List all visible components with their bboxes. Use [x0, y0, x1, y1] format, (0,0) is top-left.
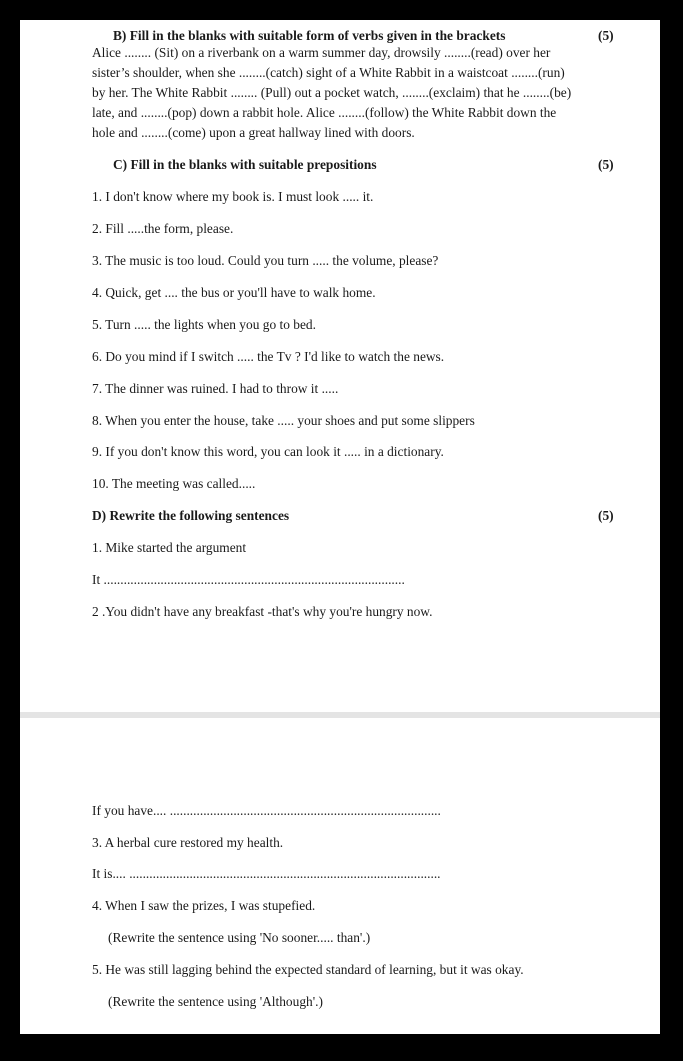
section-c-marks: (5): [598, 157, 614, 172]
section-b-line-3: by her. The White Rabbit ........ (Pull) out a pocket watch, ........(exclaim) that he ........(be): [92, 85, 572, 100]
section-c-item-2: 2. Fill .....the form, please.: [92, 221, 234, 236]
section-d-question-1: 1. Mike started the argument: [92, 540, 247, 555]
section-b-marks: (5): [598, 28, 614, 43]
section-d-question-2: 2 .You didn't have any breakfast -that's why you're hungry now.: [92, 604, 433, 619]
section-c-item-10: 10. The meeting was called.....: [92, 476, 256, 491]
section-d-hint-4: (Rewrite the sentence using 'No sooner..... than'.): [108, 930, 371, 945]
section-d-question-3: 3. A herbal cure restored my health.: [92, 835, 284, 850]
section-b-line-1: Alice ........ (Sit) on a riverbank on a warm summer day, drowsily ........(read) over her: [92, 45, 551, 60]
section-b-heading: B) Fill in the blanks with suitable form of verbs given in the brackets: [113, 28, 506, 43]
section-d-question-5: 5. He was still lagging behind the expected standard of learning, but it was okay.: [92, 962, 524, 977]
section-b-line-5: hole and ........(come) upon a great hallway lined with doors.: [92, 125, 415, 140]
section-d-answer-line-3[interactable]: It is.... .............................................................................................: [92, 866, 441, 881]
section-c-item-3: 3. The music is too loud. Could you turn ..... the volume, please?: [92, 253, 439, 268]
section-d-marks: (5): [598, 508, 614, 523]
section-c-item-5: 5. Turn ..... the lights when you go to bed.: [92, 317, 316, 332]
section-d-hint-5: (Rewrite the sentence using 'Although'.): [108, 994, 323, 1009]
section-b-line-2: sister’s shoulder, when she ........(catch) sight of a White Rabbit in a waistcoat ........(run): [92, 65, 565, 80]
section-c-item-8: 8. When you enter the house, take ..... your shoes and put some slippers: [92, 413, 475, 428]
worksheet-page-top: [20, 20, 660, 712]
section-c-heading: C) Fill in the blanks with suitable prepositions: [113, 157, 377, 172]
section-b-line-4: late, and ........(pop) down a rabbit hole. Alice ........(follow) the White Rabbit down the: [92, 105, 557, 120]
section-c-item-7: 7. The dinner was ruined. I had to throw it .....: [92, 381, 339, 396]
section-d-heading: D) Rewrite the following sentences: [92, 508, 290, 523]
section-d-question-4: 4. When I saw the prizes, I was stupefied.: [92, 898, 316, 913]
section-c-item-1: 1. I don't know where my book is. I must look ..... it.: [92, 189, 374, 204]
section-c-item-6: 6. Do you mind if I switch ..... the Tv ? I'd like to watch the news.: [92, 349, 445, 364]
section-d-answer-line-2[interactable]: If you have.... .................................................................................: [92, 803, 441, 818]
worksheet-page-bottom: [20, 718, 660, 1034]
section-d-answer-line-1[interactable]: It ..........................................................................................: [92, 572, 405, 587]
section-c-item-9: 9. If you don't know this word, you can look it ..... in a dictionary.: [92, 444, 444, 459]
section-c-item-4: 4. Quick, get .... the bus or you'll have to walk home.: [92, 285, 376, 300]
